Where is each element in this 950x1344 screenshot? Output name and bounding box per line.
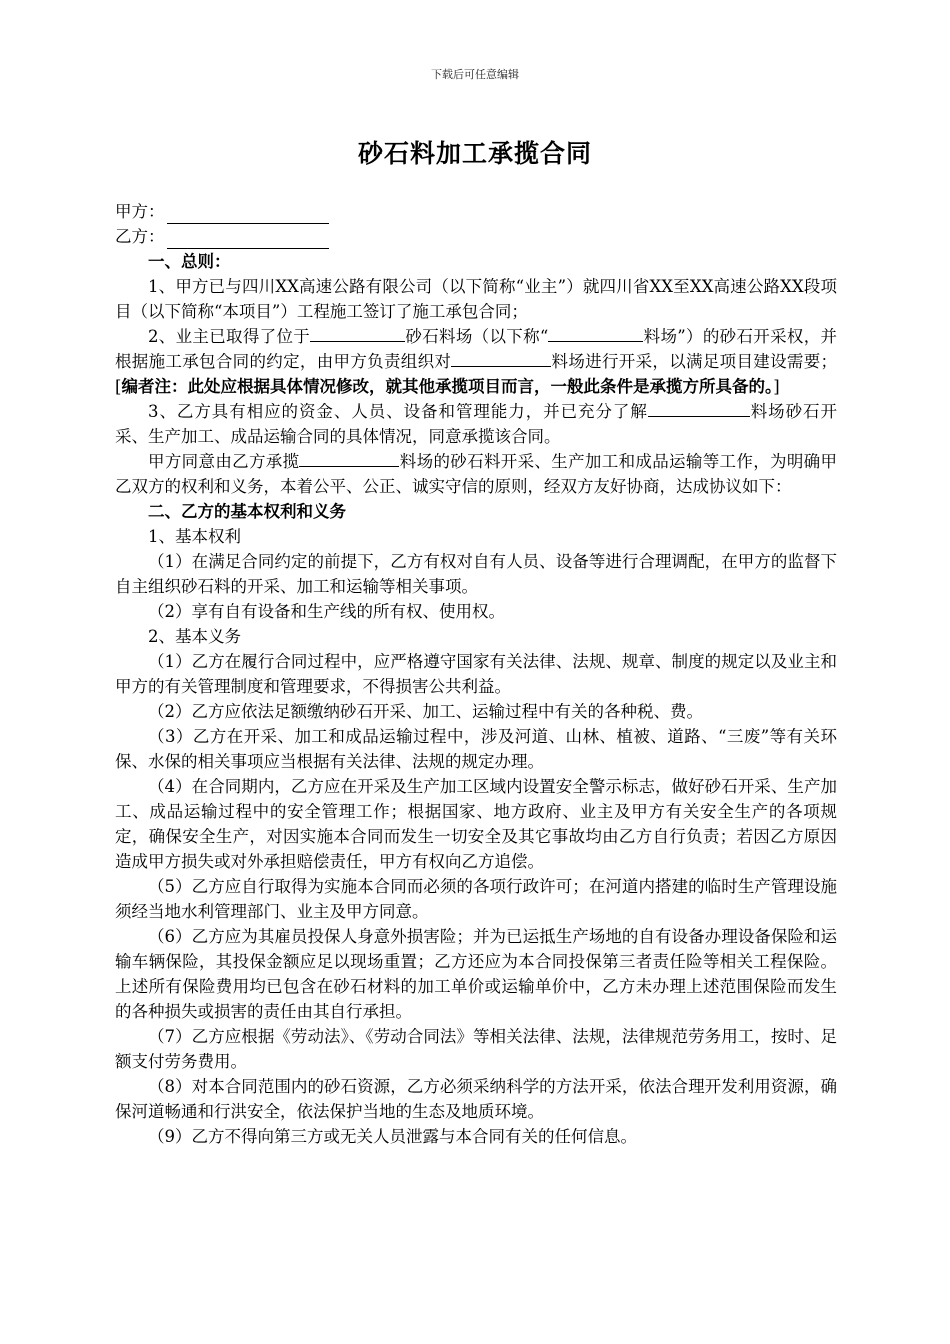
duties-item-1: （1）乙方在履行合同过程中，应严格遵守国家有关法律、法规、规章、制度的规定以及业主和甲方的有关管理制度和管理要求，不得损害公共利益。 <box>115 652 837 696</box>
party-a-label: 甲方： <box>115 202 165 221</box>
section1-paragraph-3 <box>115 399 837 449</box>
duties-item-2: （2）乙方应依法足额缴纳砂石开采、加工、运输过程中有关的各种税、费。 <box>148 702 703 721</box>
s1-p2-part-d: 料场进行开采，以满足项目建设需要；[ <box>115 352 838 396</box>
blank-quarry-name-4 <box>299 449 399 467</box>
rights-item-1: （1）在满足合同约定的前提下，乙方有权对自有人员、设备等进行合理调配，在甲方的监督下自主组织砂石料的开采、加工和运输等相关事项。 <box>115 552 837 596</box>
party-a-row <box>115 199 837 224</box>
duties-item-3: （3）乙方在开采、加工和成品运输过程中，涉及河道、山林、植被、道路、“三废”等有关环保、水保的相关事项应当根据有关法律、法规的规定办理。 <box>115 727 837 771</box>
duties-item-6: （6）乙方应为其雇员投保人身意外损害险；并为已运抵生产场地的自有设备办理设备保险和运输车辆保险，其投保金额应足以现场重置；乙方还应为本合同投保第三者责任险等相关工程保险。上述所有保险费用均已包含在砂石材料的加工单价或运输单价中，乙方未办理上述范围保险而发生的各种损失或损害的责任由其自行承担。 <box>115 927 837 1021</box>
party-a-blank <box>167 205 329 224</box>
party-b-blank <box>167 230 329 249</box>
blank-location <box>310 324 405 342</box>
blank-quarry-name-3 <box>648 399 750 417</box>
duties-item-7: （7）乙方应根据《劳动法》、《劳动合同法》等相关法律、法规，法律规范劳务用工，按时、足额支付劳务费用。 <box>115 1027 837 1071</box>
document-body <box>115 199 837 1149</box>
blank-quarry-name <box>548 324 643 342</box>
party-b-label: 乙方： <box>115 227 165 246</box>
party-b-row <box>115 224 837 249</box>
s1-p4-part-b: 料场的砂石料开采、生产加工和成品运输等工作，为明确甲乙双方的权利和义务，本着公平、公正、诚实守信的原则，经双方友好协商，达成协议如下： <box>115 452 838 496</box>
section1-heading: 一、总则： <box>148 252 231 271</box>
section1-paragraph-2 <box>115 324 837 399</box>
duties-item-4: （4）在合同期内，乙方应在开采及生产加工区域内设置安全警示标志，做好砂石开采、生产加工、成品运输过程中的安全管理工作；根据国家、地方政府、业主及甲方有关安全生产的各项规定，确保安全生产，对因实施本合同而发生一切安全及其它事故均由乙方自行负责；若因乙方原因造成甲方损失或对外承担赔偿责任，甲方有权向乙方追偿。 <box>115 777 837 871</box>
section1-paragraph-1: 1、甲方已与四川XX高速公路有限公司（以下简称“业主”）就四川省XX至XX高速公路XX段项目（以下简称“本项目”）工程施工签订了施工承包合同； <box>115 277 837 321</box>
duties-item-8: （8）对本合同范围内的砂石资源，乙方必须采纳科学的方法开采，依法合理开发利用资源，确保河道畅通和行洪安全，依法保护当地的生态及地质环境。 <box>115 1077 837 1121</box>
s1-p4-part-a: 甲方同意由乙方承揽 <box>148 452 300 471</box>
section2-heading: 二、乙方的基本权利和义务 <box>148 502 346 521</box>
duties-heading: 2、基本义务 <box>148 627 241 646</box>
duties-item-5: （5）乙方应自行取得为实施本合同而必须的各项行政许可；在河道内搭建的临时生产管理设施须经当地水利管理部门、业主及甲方同意。 <box>115 877 837 921</box>
s1-p2-part-b: 砂石料场（以下称“ <box>405 327 549 346</box>
s1-p3-part-a: 3、乙方具有相应的资金、人员、设备和管理能力，并已充分了解 <box>148 402 648 421</box>
duties-item-9: （9）乙方不得向第三方或无关人员泄露与本合同有关的任何信息。 <box>148 1127 637 1146</box>
blank-quarry-name-2 <box>451 349 551 367</box>
section1-paragraph-4 <box>115 449 837 499</box>
s1-p2-part-c: 料场”）的砂石开采权，并根据施工承包合同的约定，由甲方负责组织对 <box>115 327 838 371</box>
s1-p3-part-b: 料场砂石开采、生产加工、成品运输合同的具体情况，同意承揽该合同。 <box>115 402 838 446</box>
header-note: 下载后可任意编辑 <box>431 68 519 81</box>
document-title: 砂石料加工承揽合同 <box>357 139 592 168</box>
editor-note: 编者注：此处应根据具体情况修改，就其他承揽项目而言，一般此条件是承揽方所具备的。 <box>121 377 774 396</box>
rights-heading: 1、基本权利 <box>148 527 241 546</box>
rights-item-2: （2）享有自有设备和生产线的所有权、使用权。 <box>148 602 505 621</box>
s1-p2-part-a: 2、业主已取得了位于 <box>148 327 311 346</box>
s1-p2-end: ] <box>773 377 780 396</box>
